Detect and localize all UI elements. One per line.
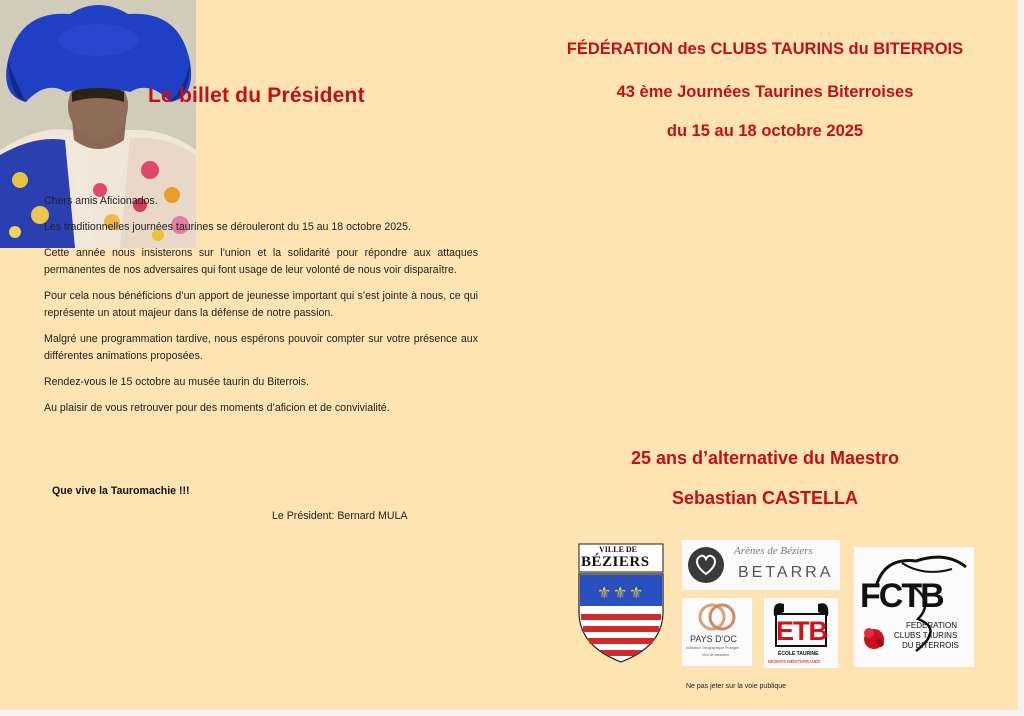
svg-text:⚜: ⚜ [597,583,612,602]
stray-dot: . [22,46,24,52]
arenes-betarra-text: BETARRA [738,564,834,581]
letter-paragraph: Au plaisir de vous retrouver pour des moments d’aficion et de convivialité. [44,402,390,414]
beziers-logo-top: VILLE DE [599,545,638,554]
arenes-script-text: Arènes de Béziers [734,545,813,557]
ecole-taurine-logo [764,598,838,668]
svg-text:⚜: ⚜ [629,583,644,602]
president-signature: Le Président: Bernard MULA [272,510,408,522]
ville-de-beziers-logo [575,542,667,664]
edition-title: 43 ème Journées Taurines Biterroises [616,83,914,101]
federation-title: FÉDÉRATION des CLUBS TAURINS du BITERROIS [566,40,964,58]
beziers-logo-name: BÉZIERS [581,554,650,570]
federation-logo-line2: CLUBS TAURINS [894,631,958,640]
event-dates: du 15 au 18 octobre 2025 [666,122,864,140]
federation-clubs-taurins-logo [854,547,974,667]
etb-line1: ÉCOLE TAURINE [778,651,819,657]
pays-doc-sub: Indication Géographique Protégée [686,646,740,650]
closing-line: Que vive la Tauromachie !!! [52,485,190,497]
letter-paragraph: Rendez-vous le 15 octobre au musée taurin du Biterrois. [44,376,309,388]
letter-paragraph: Malgré une programmation tardive, nous espérons pouvoir compter sur votre présence aux différentes animations proposées. [44,333,478,362]
disposal-notice: Ne pas jeter sur la voie publique [686,683,787,690]
federation-logo-line1: FEDERATION [906,621,957,630]
federation-logo-letters: FCTB [860,577,943,615]
tribute-line-1: 25 ans d’alternative du Maestro [630,448,900,468]
pays-doc-sub2: Vins de caractère [702,653,730,657]
page-right-edge [1018,0,1024,716]
heart-circle-icon [686,545,726,585]
federation-logo-line3: DU BITERROIS [902,641,959,650]
svg-text:⚜: ⚜ [613,583,628,602]
pays-doc-circles-icon [697,602,737,632]
pays-doc-logo [682,598,752,666]
pays-doc-name: PAYS D'OC [690,634,737,644]
letter-paragraph: Chers amis Aficionados. [44,195,158,207]
president-letter-body [44,193,478,426]
arenes-de-beziers-logo [682,540,840,590]
letter-paragraph: Pour cela nous bénéficions d’un apport de jeunesse important qui s’est jointe à nous, ce qui représente un atout majeur dans la défense de notre passion. [44,290,478,319]
page-bottom-edge [0,710,1024,716]
etb-line2: BÉZIERS MÉDITERRANÉE [768,659,821,664]
letter-paragraph: Cette année nous insisterons sur l’union et la solidarité pour répondre aux attaques permanentes de nos adversaires qui font usage de leur volonté de nous voir disparaître. [44,247,478,276]
letter-paragraph: Les traditionnelles journées taurines se dérouleront du 15 au 18 octobre 2025. [44,221,411,233]
president-letter-title: Le billet du Président [148,84,365,107]
etb-letters: ETB [776,616,827,646]
tribute-line-2: Sebastian CASTELLA [671,488,859,508]
